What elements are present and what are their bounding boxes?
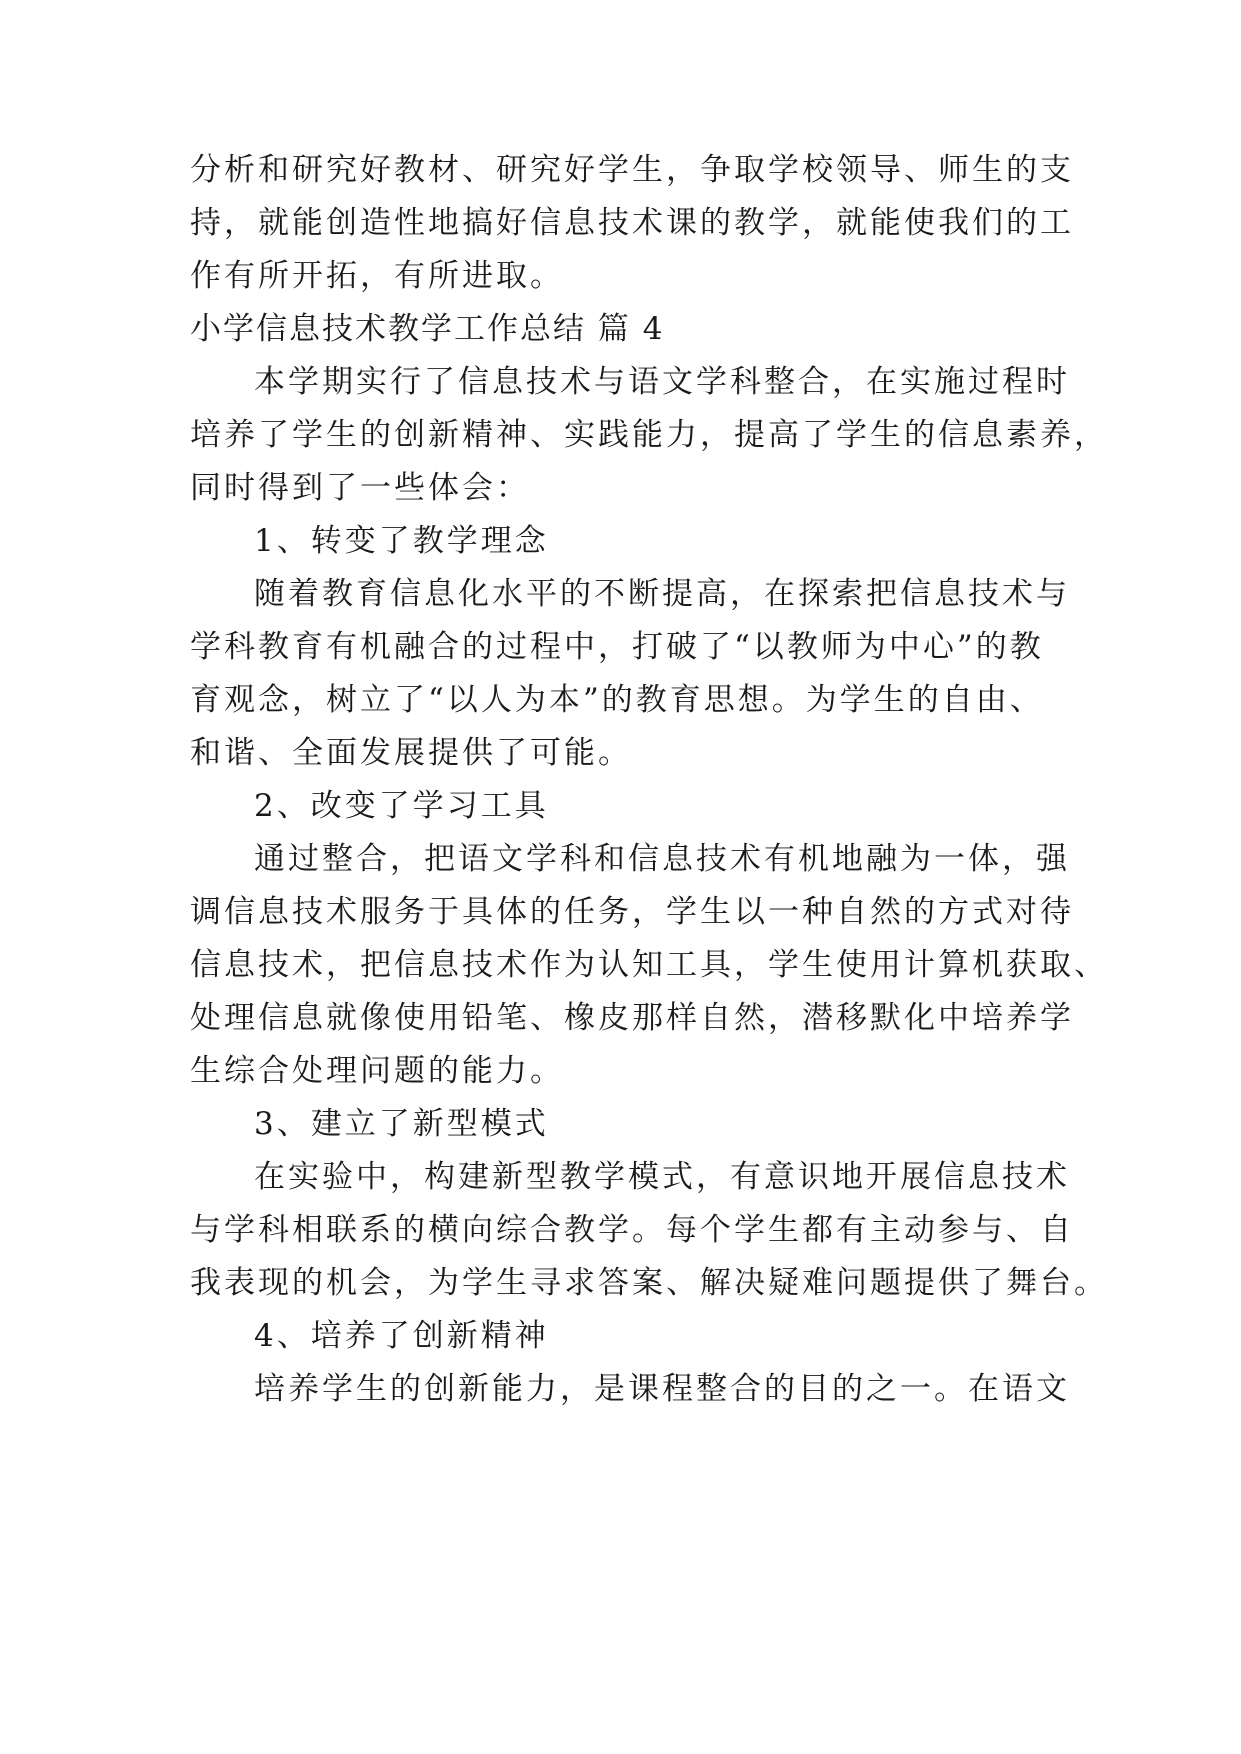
paragraph-line: 作有所开拓，有所进取。	[190, 258, 564, 294]
paragraph-line: 持，就能创造性地搞好信息技术课的教学，就能使我们的工	[190, 205, 1074, 241]
paragraph-line: 与学科相联系的横向综合教学。每个学生都有主动参与、自	[190, 1212, 1074, 1248]
paragraph-line: 生综合处理问题的能力。	[190, 1053, 564, 1089]
paragraph-line: 学科教育有机融合的过程中，打破了“以教师为中心”的教	[190, 629, 1044, 665]
paragraph-line: 培养了学生的创新精神、实践能力，提高了学生的信息素养，	[190, 417, 1108, 453]
paragraph-line: 在实验中，构建新型教学模式，有意识地开展信息技术	[254, 1159, 1070, 1195]
section-heading: 小学信息技术教学工作总结 篇 4	[190, 311, 665, 347]
paragraph-line: 培养学生的创新能力，是课程整合的目的之一。在语文	[254, 1371, 1070, 1407]
paragraph-line: 育观念，树立了“以人为本”的教育思想。为学生的自由、	[190, 682, 1044, 718]
paragraph-line: 随着教育信息化水平的不断提高，在探索把信息技术与	[254, 576, 1070, 612]
paragraph-line: 分析和研究好教材、研究好学生，争取学校领导、师生的支	[190, 152, 1074, 188]
paragraph-line: 信息技术，把信息技术作为认知工具，学生使用计算机获取、	[190, 947, 1108, 983]
paragraph-line: 我表现的机会，为学生寻求答案、解决疑难问题提供了舞台。	[190, 1265, 1108, 1301]
paragraph-line: 和谐、全面发展提供了可能。	[190, 735, 632, 771]
subsection-heading: 1、转变了教学理念	[254, 523, 549, 559]
paragraph-line: 处理信息就像使用铅笔、橡皮那样自然，潜移默化中培养学	[190, 1000, 1074, 1036]
subsection-heading: 3、建立了新型模式	[254, 1106, 549, 1142]
paragraph-line: 通过整合，把语文学科和信息技术有机地融为一体，强	[254, 841, 1070, 877]
paragraph-line: 本学期实行了信息技术与语文学科整合，在实施过程时	[254, 364, 1070, 400]
subsection-heading: 2、改变了学习工具	[254, 788, 549, 824]
paragraph-line: 同时得到了一些体会：	[190, 470, 530, 506]
subsection-heading: 4、培养了创新精神	[254, 1318, 549, 1354]
paragraph-line: 调信息技术服务于具体的任务，学生以一种自然的方式对待	[190, 894, 1074, 930]
